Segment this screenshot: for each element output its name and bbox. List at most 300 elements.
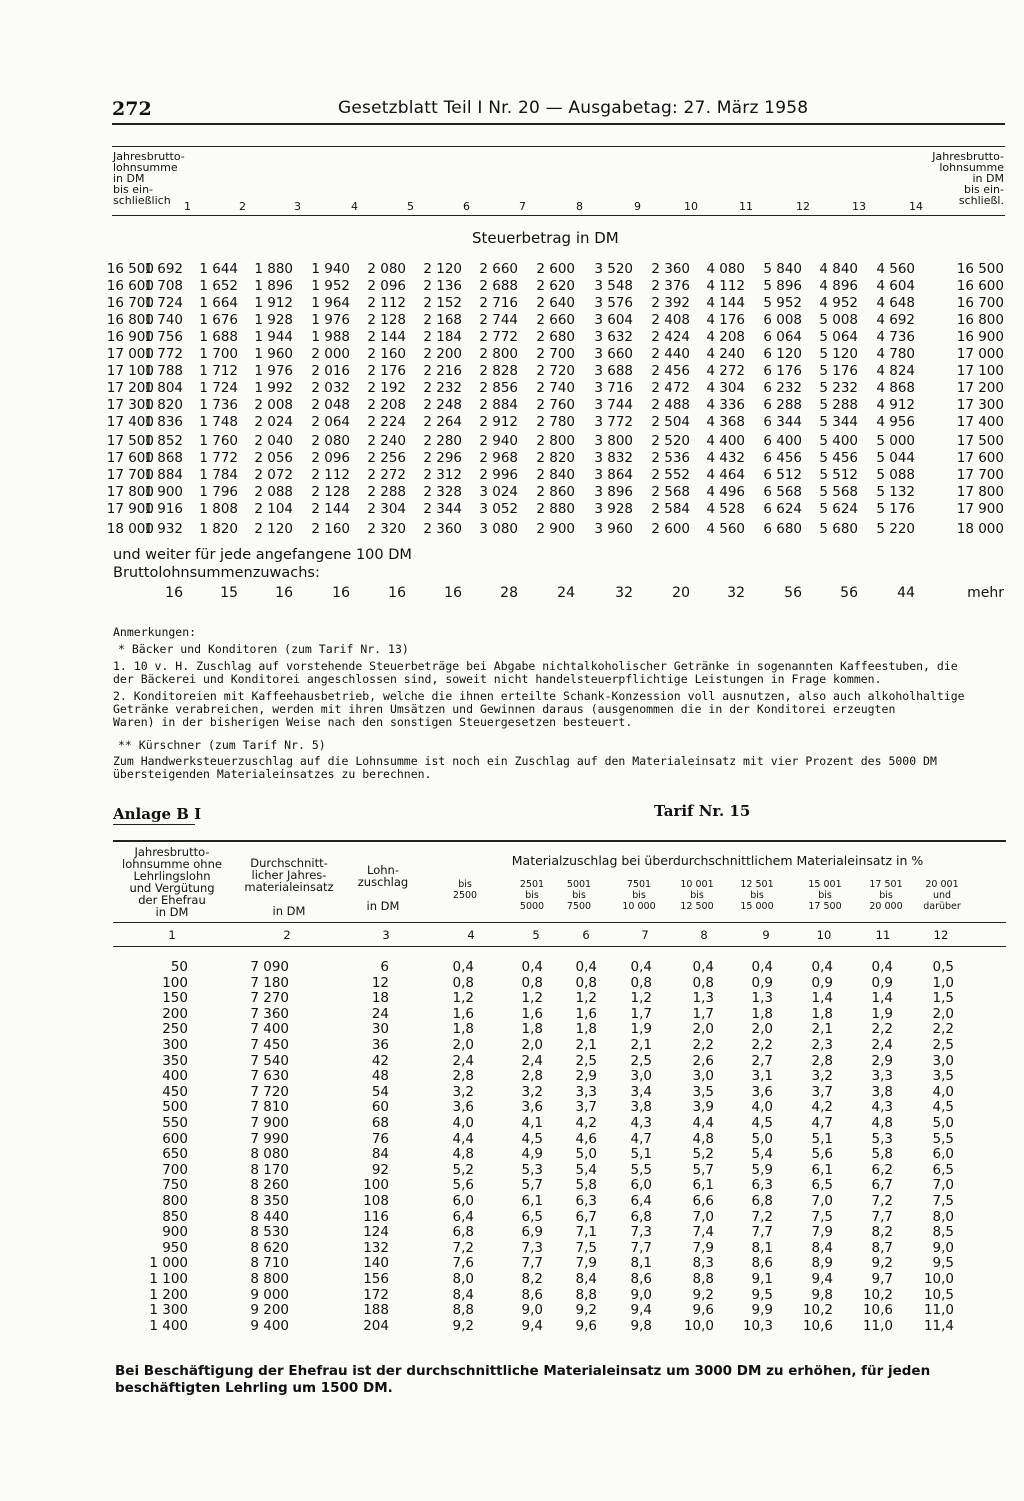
table-cell: 3,3 bbox=[575, 1083, 597, 1100]
table-cell: 2 620 bbox=[536, 278, 575, 294]
table-cell: 3,6 bbox=[452, 1099, 474, 1116]
table-cell: 48 bbox=[371, 1068, 389, 1085]
table-cell: 1,4 bbox=[871, 990, 893, 1007]
table-cell: 2 128 bbox=[311, 484, 350, 500]
table-cell: 0,4 bbox=[452, 959, 474, 975]
table-cell: 6,4 bbox=[630, 1193, 652, 1209]
table-cell: 0,8 bbox=[452, 974, 474, 991]
table-cell: 9,6 bbox=[575, 1317, 597, 1334]
table-cell: 2 344 bbox=[423, 501, 462, 517]
table-cell: 5,4 bbox=[575, 1161, 597, 1178]
table-cell: 6,0 bbox=[452, 1193, 474, 1209]
table-cell: 17 600 bbox=[956, 450, 1004, 466]
table-cell: 2,2 bbox=[692, 1037, 714, 1053]
table-cell: 2,5 bbox=[630, 1052, 652, 1069]
table-cell: 4 956 bbox=[876, 414, 915, 430]
table-cell: 2 968 bbox=[479, 450, 518, 466]
sub-header-line: bis bbox=[879, 890, 893, 901]
table-cell: 2 828 bbox=[479, 363, 518, 379]
table-cell: 7,9 bbox=[811, 1224, 833, 1241]
table-cell: 6 624 bbox=[763, 501, 802, 517]
table-cell: 2 584 bbox=[651, 501, 690, 517]
table-cell: 3,3 bbox=[871, 1068, 893, 1085]
table-cell: 2 184 bbox=[423, 329, 462, 345]
table-cell: 1,9 bbox=[871, 1005, 893, 1022]
col1-header-line: der Ehefrau bbox=[138, 893, 206, 907]
table-cell: 2 080 bbox=[311, 433, 350, 449]
table-cell: 2 360 bbox=[423, 521, 462, 537]
table-cell: 10,3 bbox=[742, 1317, 773, 1334]
table-cell: 2 456 bbox=[651, 363, 690, 379]
column-number: 4 bbox=[351, 200, 358, 213]
table-cell: 1,5 bbox=[932, 990, 954, 1007]
table-cell: 68 bbox=[371, 1115, 389, 1131]
table-cell: 7,9 bbox=[575, 1255, 597, 1272]
table-cell: 1 664 bbox=[199, 295, 238, 311]
table-cell: 2 360 bbox=[651, 261, 690, 277]
table-cell: 4,6 bbox=[575, 1130, 597, 1147]
table-cell: 0,8 bbox=[521, 974, 543, 991]
table-cell: 9 000 bbox=[250, 1286, 289, 1303]
table-cell: 6,9 bbox=[521, 1224, 543, 1241]
table-cell: 1 688 bbox=[199, 329, 238, 345]
column-number: 2 bbox=[283, 928, 291, 942]
table-cell: 4 240 bbox=[706, 346, 745, 362]
table-cell: 0,4 bbox=[575, 959, 597, 975]
table-cell: 3 772 bbox=[594, 414, 633, 430]
sub-header-line: 17 501 bbox=[869, 879, 903, 890]
col3-header-line: zuschlag bbox=[357, 875, 409, 889]
table-cell: 8,1 bbox=[630, 1255, 652, 1272]
column-number: 11 bbox=[875, 928, 891, 942]
table-cell: 9,1 bbox=[751, 1271, 773, 1287]
table-cell: 1 976 bbox=[254, 363, 293, 379]
table-cell: 5 044 bbox=[876, 450, 915, 466]
table-cell: 6,5 bbox=[521, 1208, 543, 1225]
table-cell: 3 052 bbox=[479, 501, 518, 517]
table-cell: 0,8 bbox=[630, 974, 652, 991]
table-cell: 8 530 bbox=[250, 1224, 289, 1241]
notes-title: Anmerkungen: bbox=[113, 625, 197, 639]
further-value: 15 bbox=[220, 585, 238, 601]
column-number: 1 bbox=[168, 928, 176, 942]
table-cell: 16 800 bbox=[956, 312, 1004, 328]
table-cell: 17 800 bbox=[956, 484, 1004, 500]
table-cell: 0,4 bbox=[751, 959, 773, 975]
table-cell: 1 300 bbox=[149, 1302, 188, 1319]
table-cell: 5,6 bbox=[452, 1177, 474, 1194]
table-cell: 16 500 bbox=[956, 261, 1004, 277]
table-cell: 17 700 bbox=[106, 467, 154, 483]
table-cell: 7,7 bbox=[630, 1239, 652, 1256]
table-cell: 2,0 bbox=[932, 1005, 954, 1022]
column-number: 11 bbox=[739, 200, 753, 213]
table-cell: 8,6 bbox=[751, 1255, 773, 1272]
table-cell: 2 716 bbox=[479, 295, 518, 311]
further-suffix: mehr bbox=[967, 585, 1004, 601]
table-cell: 5,0 bbox=[575, 1146, 597, 1163]
table-cell: 2,0 bbox=[521, 1037, 543, 1053]
table-cell: 4 560 bbox=[876, 261, 915, 277]
table-cell: 3 604 bbox=[594, 312, 633, 328]
table-cell: 1,8 bbox=[521, 1021, 543, 1038]
table-cell: 6,1 bbox=[692, 1177, 714, 1194]
table-cell: 18 000 bbox=[106, 521, 154, 537]
table-cell: 5,2 bbox=[452, 1161, 474, 1178]
table-cell: 9,4 bbox=[811, 1271, 833, 1287]
table-cell: 7,6 bbox=[452, 1255, 474, 1272]
table-cell: 2 320 bbox=[367, 521, 406, 537]
table-cell: 2 112 bbox=[367, 295, 406, 311]
table-cell: 4,7 bbox=[630, 1130, 652, 1147]
table-cell: 2 780 bbox=[536, 414, 575, 430]
table-cell: 7,0 bbox=[692, 1208, 714, 1225]
table-cell: 350 bbox=[162, 1052, 188, 1069]
table-cell: 1 740 bbox=[144, 312, 183, 328]
table-cell: 2 304 bbox=[367, 501, 406, 517]
table-cell: 17 700 bbox=[956, 467, 1004, 483]
table-cell: 2 688 bbox=[479, 278, 518, 294]
table-cell: 7,7 bbox=[871, 1208, 893, 1225]
table-cell: 1 852 bbox=[144, 433, 183, 449]
table1-top-rule bbox=[112, 146, 1005, 147]
table-cell: 2 940 bbox=[479, 433, 518, 449]
left-header-line: in DM bbox=[113, 172, 145, 185]
column-number: 13 bbox=[852, 200, 866, 213]
table-cell: 10,2 bbox=[802, 1302, 833, 1319]
table-cell: 16 700 bbox=[956, 295, 1004, 311]
table-cell: 2,1 bbox=[575, 1037, 597, 1053]
table-cell: 2,2 bbox=[932, 1021, 954, 1038]
table-cell: 5,4 bbox=[751, 1146, 773, 1163]
table-cell: 3 716 bbox=[594, 380, 633, 396]
table-cell: 17 500 bbox=[956, 433, 1004, 449]
table-cell: 5,8 bbox=[575, 1177, 597, 1194]
table-cell: 4,0 bbox=[932, 1083, 954, 1100]
table-cell: 2 288 bbox=[367, 484, 406, 500]
table-cell: 150 bbox=[162, 990, 188, 1007]
further-value: 16 bbox=[332, 585, 350, 601]
sub-header-line: 10 001 bbox=[680, 879, 714, 890]
table-cell: 2 200 bbox=[423, 346, 462, 362]
table-cell: 50 bbox=[170, 959, 188, 975]
table-cell: 4,5 bbox=[751, 1115, 773, 1131]
table-cell: 4 912 bbox=[876, 397, 915, 413]
table-cell: 8,2 bbox=[871, 1224, 893, 1241]
further-label-line2: Bruttolohnsummenzuwachs: bbox=[113, 565, 320, 581]
table-cell: 7 360 bbox=[250, 1005, 289, 1022]
sub-header-line: 15 000 bbox=[740, 901, 774, 912]
table-cell: 3,0 bbox=[692, 1068, 714, 1085]
table-cell: 172 bbox=[363, 1286, 389, 1303]
table-cell: 2 240 bbox=[367, 433, 406, 449]
table-cell: 3,2 bbox=[521, 1083, 543, 1100]
table-cell: 1 736 bbox=[199, 397, 238, 413]
sub-header-line: 15 001 bbox=[808, 879, 842, 890]
table-cell: 5 840 bbox=[763, 261, 802, 277]
material-span-header: Materialzuschlag bei überdurchschnittlichem Materialeinsatz in % bbox=[511, 853, 924, 868]
table-cell: 1 200 bbox=[149, 1286, 188, 1303]
further-value: 32 bbox=[727, 585, 745, 601]
table-cell: 5,0 bbox=[932, 1115, 954, 1131]
table-cell: 16 600 bbox=[106, 278, 154, 294]
table-cell: 17 100 bbox=[956, 363, 1004, 379]
anlage-underline bbox=[113, 824, 195, 825]
table-cell: 11,0 bbox=[923, 1302, 954, 1319]
table-cell: 1 868 bbox=[144, 450, 183, 466]
table-cell: 2 096 bbox=[367, 278, 406, 294]
table-cell: 6 232 bbox=[763, 380, 802, 396]
table-cell: 0,5 bbox=[932, 959, 954, 975]
table-cell: 5 000 bbox=[876, 433, 915, 449]
table-cell: 1 760 bbox=[199, 433, 238, 449]
sub-header-line: darüber bbox=[923, 901, 961, 912]
col1-header-line: Lehrlingslohn bbox=[133, 869, 211, 883]
table-cell: 8,1 bbox=[751, 1239, 773, 1256]
table-cell: 7,4 bbox=[692, 1224, 714, 1241]
table-cell: 1 896 bbox=[254, 278, 293, 294]
table-cell: 3,0 bbox=[630, 1068, 652, 1085]
table-cell: 11,0 bbox=[862, 1317, 893, 1334]
table-cell: 8 170 bbox=[250, 1161, 289, 1178]
table-cell: 17 300 bbox=[956, 397, 1004, 413]
table-cell: 2 272 bbox=[367, 467, 406, 483]
table-cell: 4 736 bbox=[876, 329, 915, 345]
table-cell: 3 660 bbox=[594, 346, 633, 362]
table-cell: 2 120 bbox=[254, 521, 293, 537]
note-line: Getränke verabreichen, werden mit ihren Umsätzen und Gewinnen daraus (ausgenommen die in der Konditorei erzeugten bbox=[113, 702, 896, 716]
table-cell: 8,6 bbox=[521, 1286, 543, 1303]
table-cell: 2,8 bbox=[811, 1052, 833, 1069]
table-cell: 2 000 bbox=[311, 346, 350, 362]
table-cell: 2,7 bbox=[751, 1052, 773, 1069]
table-cell: 17 200 bbox=[956, 380, 1004, 396]
table-cell: 2 568 bbox=[651, 484, 690, 500]
further-value: 56 bbox=[840, 585, 858, 601]
table-cell: 76 bbox=[371, 1130, 389, 1147]
table-cell: 7 400 bbox=[250, 1021, 289, 1038]
table-cell: 5 132 bbox=[876, 484, 915, 500]
table-cell: 8 800 bbox=[250, 1271, 289, 1287]
further-value: 16 bbox=[165, 585, 183, 601]
table-cell: 5,1 bbox=[811, 1130, 833, 1147]
table1-header-rule bbox=[112, 215, 1005, 216]
table-cell: 600 bbox=[162, 1130, 188, 1147]
further-value: 16 bbox=[275, 585, 293, 601]
sub-header-line: bis bbox=[458, 879, 472, 890]
table-cell: 2 840 bbox=[536, 467, 575, 483]
table-cell: 7,7 bbox=[751, 1224, 773, 1241]
table-cell: 2,1 bbox=[630, 1037, 652, 1053]
table-cell: 4 208 bbox=[706, 329, 745, 345]
table-cell: 9,9 bbox=[751, 1302, 773, 1319]
right-header-line: in DM bbox=[972, 172, 1004, 185]
table-cell: 4,3 bbox=[871, 1099, 893, 1116]
table-cell: 1 916 bbox=[144, 501, 183, 517]
table-cell: 2 160 bbox=[367, 346, 406, 362]
table-cell: 1,6 bbox=[452, 1005, 474, 1022]
table-cell: 10,6 bbox=[862, 1302, 893, 1319]
table-cell: 5 400 bbox=[819, 433, 858, 449]
table-cell: 3,2 bbox=[452, 1083, 474, 1100]
table-cell: 2 424 bbox=[651, 329, 690, 345]
table-cell: 1 772 bbox=[144, 346, 183, 362]
table-cell: 2 472 bbox=[651, 380, 690, 396]
table-cell: 0,9 bbox=[871, 974, 893, 991]
table-cell: 4 896 bbox=[819, 278, 858, 294]
table-cell: 17 100 bbox=[106, 363, 154, 379]
further-value: 20 bbox=[672, 585, 690, 601]
sub-header-line: bis bbox=[632, 890, 646, 901]
table-cell: 6 120 bbox=[763, 346, 802, 362]
sub-header-line: 7501 bbox=[626, 879, 652, 890]
table-cell: 8 710 bbox=[250, 1255, 289, 1272]
table-cell: 7 720 bbox=[250, 1083, 289, 1100]
table-cell: 1 912 bbox=[254, 295, 293, 311]
table-cell: 3,6 bbox=[521, 1099, 543, 1116]
table-cell: 2 136 bbox=[423, 278, 462, 294]
table-cell: 16 900 bbox=[106, 329, 154, 345]
table-cell: 7,7 bbox=[521, 1255, 543, 1272]
table-cell: 4 464 bbox=[706, 467, 745, 483]
further-value: 32 bbox=[615, 585, 633, 601]
table-cell: 7,3 bbox=[630, 1224, 652, 1241]
table-cell: 9,5 bbox=[932, 1255, 954, 1272]
right-header-line: schließl. bbox=[958, 194, 1004, 207]
table-cell: 3 520 bbox=[594, 261, 633, 277]
table-cell: 4 080 bbox=[706, 261, 745, 277]
table-cell: 900 bbox=[162, 1224, 188, 1241]
table-cell: 7 810 bbox=[250, 1099, 289, 1116]
table-cell: 9,2 bbox=[575, 1302, 597, 1319]
table-cell: 9,2 bbox=[692, 1286, 714, 1303]
table-cell: 4 144 bbox=[706, 295, 745, 311]
table-cell: 2 720 bbox=[536, 363, 575, 379]
table-cell: 2 280 bbox=[423, 433, 462, 449]
table-cell: 17 000 bbox=[956, 346, 1004, 362]
table-cell: 2 160 bbox=[311, 521, 350, 537]
table-cell: 1 748 bbox=[199, 414, 238, 430]
table-cell: 5 008 bbox=[819, 312, 858, 328]
table-cell: 2 224 bbox=[367, 414, 406, 430]
table-cell: 1 652 bbox=[199, 278, 238, 294]
table-cell: 2 072 bbox=[254, 467, 293, 483]
table-cell: 6,0 bbox=[630, 1177, 652, 1194]
table-cell: 5 064 bbox=[819, 329, 858, 345]
table-cell: 9,8 bbox=[630, 1317, 652, 1334]
table-cell: 156 bbox=[363, 1271, 389, 1287]
table-cell: 5,2 bbox=[692, 1146, 714, 1163]
table-cell: 6 064 bbox=[763, 329, 802, 345]
steuerbetrag-subtitle: Steuerbetrag in DM bbox=[472, 229, 619, 247]
table-cell: 9,4 bbox=[521, 1317, 543, 1334]
col3-header-line: in DM bbox=[366, 899, 400, 913]
table-cell: 800 bbox=[162, 1193, 188, 1209]
table-cell: 7 900 bbox=[250, 1115, 289, 1131]
table-cell: 9,0 bbox=[932, 1239, 954, 1256]
table-cell: 2 660 bbox=[536, 312, 575, 328]
table-cell: 2 112 bbox=[311, 467, 350, 483]
table-cell: 5 680 bbox=[819, 521, 858, 537]
table-cell: 6,6 bbox=[692, 1193, 714, 1209]
table-cell: 6,0 bbox=[932, 1146, 954, 1163]
table-cell: 2 096 bbox=[311, 450, 350, 466]
table-cell: 5 088 bbox=[876, 467, 915, 483]
table-cell: 6 008 bbox=[763, 312, 802, 328]
table-cell: 5,7 bbox=[692, 1161, 714, 1178]
table-cell: 8,3 bbox=[692, 1255, 714, 1272]
table-cell: 2,8 bbox=[521, 1068, 543, 1085]
table-cell: 4,8 bbox=[452, 1146, 474, 1163]
table-cell: 8,4 bbox=[811, 1239, 833, 1256]
table-cell: 4 272 bbox=[706, 363, 745, 379]
table-cell: 450 bbox=[162, 1083, 188, 1100]
table-cell: 6,1 bbox=[811, 1161, 833, 1178]
table-cell: 1 700 bbox=[199, 346, 238, 362]
column-number: 12 bbox=[796, 200, 810, 213]
table-cell: 1 804 bbox=[144, 380, 183, 396]
table-cell: 1 784 bbox=[199, 467, 238, 483]
table-cell: 5 120 bbox=[819, 346, 858, 362]
table-cell: 6,7 bbox=[871, 1177, 893, 1194]
column-number: 10 bbox=[684, 200, 698, 213]
table-cell: 4 560 bbox=[706, 521, 745, 537]
table-cell: 42 bbox=[371, 1052, 389, 1069]
table-cell: 3 576 bbox=[594, 295, 633, 311]
table-cell: 2 760 bbox=[536, 397, 575, 413]
sub-header-line: 7500 bbox=[566, 901, 592, 912]
table-cell: 1 756 bbox=[144, 329, 183, 345]
table-cell: 140 bbox=[363, 1255, 389, 1272]
table-cell: 4,8 bbox=[692, 1130, 714, 1147]
table-cell: 4 824 bbox=[876, 363, 915, 379]
column-number: 12 bbox=[933, 928, 949, 942]
right-header-line: lohnsumme bbox=[939, 161, 1004, 174]
table-cell: 132 bbox=[363, 1239, 389, 1256]
table-cell: 2 900 bbox=[536, 521, 575, 537]
running-title: Gesetzblatt Teil I Nr. 20 — Ausgabetag: 27. März 1958 bbox=[338, 98, 809, 118]
table-cell: 18 bbox=[371, 990, 389, 1007]
table-cell: 8,5 bbox=[932, 1224, 954, 1241]
table-cell: 5 176 bbox=[876, 501, 915, 517]
table-cell: 3 744 bbox=[594, 397, 633, 413]
table-cell: 3 632 bbox=[594, 329, 633, 345]
table-cell: 1,3 bbox=[751, 990, 773, 1007]
table-cell: 700 bbox=[162, 1161, 188, 1178]
table-cell: 8 350 bbox=[250, 1193, 289, 1209]
table-cell: 2 660 bbox=[479, 261, 518, 277]
column-number: 4 bbox=[467, 928, 475, 942]
table-cell: 2 744 bbox=[479, 312, 518, 328]
table-cell: 84 bbox=[371, 1146, 389, 1163]
table-cell: 2 884 bbox=[479, 397, 518, 413]
table-cell: 5,5 bbox=[932, 1130, 954, 1147]
table-cell: 6,7 bbox=[575, 1208, 597, 1225]
table-cell: 2,9 bbox=[871, 1052, 893, 1069]
table-cell: 2,6 bbox=[692, 1052, 714, 1069]
table-cell: 6 512 bbox=[763, 467, 802, 483]
table-cell: 16 700 bbox=[106, 295, 154, 311]
table-cell: 1 880 bbox=[254, 261, 293, 277]
table-cell: 188 bbox=[363, 1302, 389, 1319]
sub-header-line: 20 000 bbox=[869, 901, 903, 912]
table-cell: 4,4 bbox=[452, 1130, 474, 1147]
table-cell: 9,2 bbox=[871, 1255, 893, 1272]
table-cell: 204 bbox=[363, 1317, 389, 1334]
table-cell: 2 800 bbox=[536, 433, 575, 449]
table-cell: 5 568 bbox=[819, 484, 858, 500]
table-cell: 24 bbox=[371, 1005, 389, 1022]
